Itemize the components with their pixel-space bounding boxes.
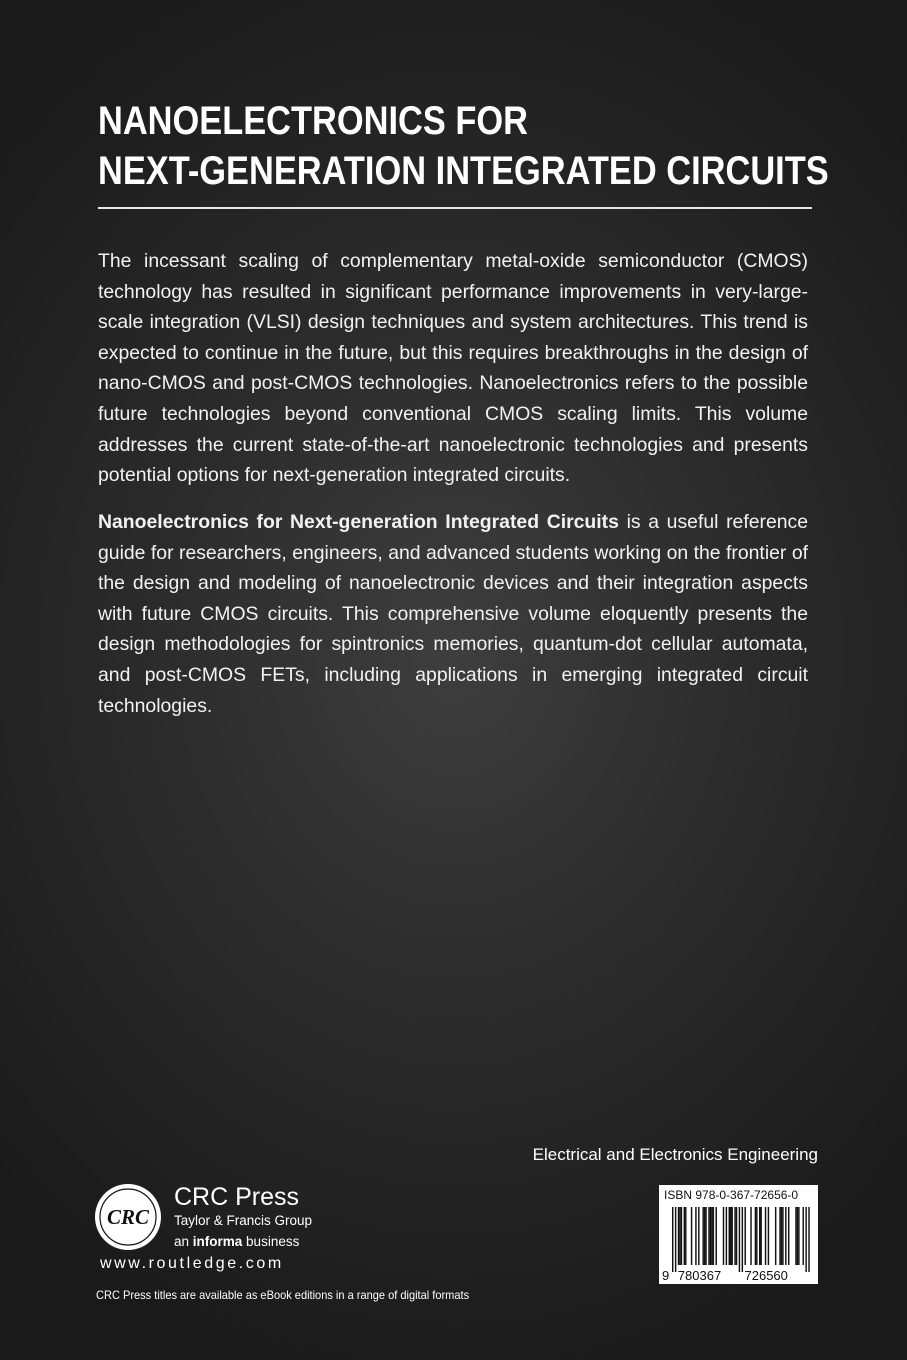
barcode-bar: [782, 1207, 783, 1265]
barcode-bar: [745, 1207, 746, 1265]
barcode-bar: [756, 1207, 757, 1265]
barcode-bar: [681, 1207, 682, 1265]
barcode-bar: [713, 1207, 714, 1265]
title-line-1: NANOELECTRONICS FOR: [98, 99, 528, 143]
barcode-bar: [795, 1207, 796, 1265]
informa-brand: informa: [192, 1234, 243, 1249]
crc-logo-text: CRC: [106, 1205, 150, 1229]
barcode-bar: [768, 1207, 769, 1265]
barcode-bar: [678, 1207, 679, 1265]
barcode-digits: 726560: [744, 1268, 788, 1283]
publisher-url[interactable]: www.routledge.com: [100, 1255, 284, 1272]
informa-prefix: an: [174, 1234, 193, 1249]
barcode-bar: [734, 1207, 735, 1265]
barcode-bar: [695, 1207, 696, 1265]
ebook-note: CRC Press titles are available as eBook editions in a range of digital formats: [96, 1288, 470, 1302]
barcode-bar: [781, 1207, 782, 1265]
barcode-bar: [675, 1207, 676, 1272]
barcode-bar: [798, 1207, 799, 1265]
description-paragraph-2: [98, 507, 808, 721]
isbn-barcode: [659, 1185, 818, 1284]
book-title: [98, 96, 829, 196]
barcode-digits: 780367: [677, 1268, 722, 1283]
barcode-bar: [702, 1207, 703, 1265]
paragraph-2-text: is a useful reference guide for researchers, engineers, and advanced students working on the frontier of the design and modeling of nanoelectronic devices and their integration aspects with future CMOS circuits. This comprehensive volume eloquently presents the design methodologies for spintronics memories, quantum-dot cellular automata, and post-CMOS FETs, including applications in emerging integrated circuit technologies.: [98, 511, 808, 717]
barcode-bar: [730, 1207, 731, 1265]
barcode-bar: [711, 1207, 712, 1265]
barcode-bar: [775, 1207, 776, 1265]
barcode-bar: [765, 1207, 766, 1265]
barcode-bar: [704, 1207, 705, 1265]
barcode-bar: [698, 1207, 699, 1265]
barcode-digits: 9: [662, 1268, 670, 1283]
barcode-bar: [750, 1207, 751, 1265]
barcode-bar: [716, 1207, 717, 1265]
book-title-inline: Nanoelectronics for Next-generation Integrated Circuits: [98, 511, 619, 533]
barcode-graphic: [659, 1185, 818, 1284]
barcode-bar: [705, 1207, 706, 1265]
barcode-bar: [685, 1207, 686, 1265]
barcode-bar: [729, 1207, 730, 1265]
barcode-bar: [760, 1207, 761, 1265]
barcode-bar: [785, 1207, 786, 1265]
barcode-bar: [723, 1207, 724, 1265]
informa-tagline: [174, 1234, 299, 1249]
publisher-name: CRC Press: [174, 1183, 300, 1211]
barcode-bar: [726, 1207, 727, 1265]
barcode-bar: [739, 1207, 740, 1272]
barcode-bar: [755, 1207, 756, 1265]
publisher-group: Taylor & Francis Group: [174, 1213, 313, 1228]
isbn-label: ISBN 978-0-367-72656-0: [664, 1188, 799, 1202]
barcode-bar: [742, 1207, 743, 1272]
barcode-bar: [679, 1207, 680, 1265]
subject-category: Electrical and Electronics Engineering: [532, 1145, 818, 1164]
barcode-bar: [710, 1207, 711, 1265]
title-line-2: NEXT-GENERATION INTEGRATED CIRCUITS: [98, 149, 829, 193]
barcode-bar: [805, 1207, 806, 1272]
barcode-bar: [759, 1207, 760, 1265]
barcode-bar: [691, 1207, 692, 1265]
barcode-bar: [779, 1207, 780, 1265]
barcode-bar: [788, 1207, 789, 1265]
barcode-bar: [672, 1207, 673, 1272]
barcode-bar: [684, 1207, 685, 1265]
barcode-bar: [808, 1207, 809, 1272]
crc-logo: [94, 1183, 162, 1251]
barcode-bar: [708, 1207, 709, 1265]
barcode-bar: [803, 1207, 804, 1265]
informa-suffix: business: [242, 1234, 300, 1249]
barcode-bar: [797, 1207, 798, 1265]
description-paragraph-1: The incessant scaling of complementary metal-oxide semiconductor (CMOS) technology has resulted in significant performance improvements in very-large-scale integration (VLSI) design techniques and system architectures. This trend is expected to continue in the future, but this requires breakthroughs in the design of nano-CMOS and post-CMOS technologies. Nanoelectronics refers to the possible future technologies beyond conventional CMOS scaling limits. This volume addresses the current state-of-the-art nanoelectronic technologies and presents potential options for next-generation integrated circuits.: [98, 250, 808, 487]
barcode-bar: [736, 1207, 737, 1265]
title-divider: [98, 207, 812, 209]
barcode-bar: [731, 1207, 732, 1265]
